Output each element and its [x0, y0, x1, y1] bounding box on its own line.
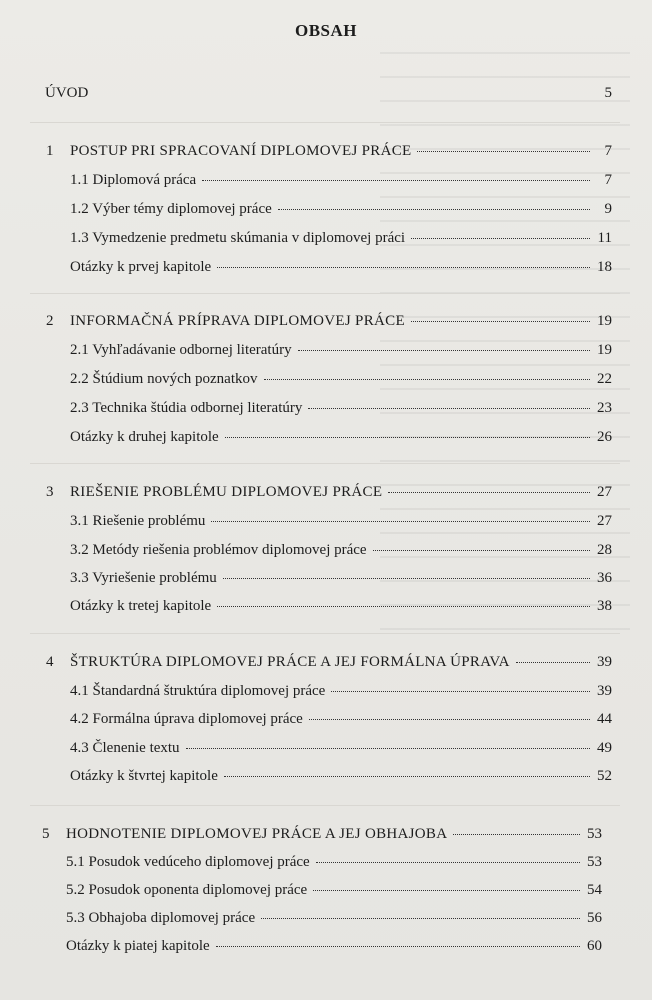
toc-subentry [66, 881, 602, 899]
subentry-page: 27 [597, 513, 612, 529]
subentry-page: 39 [597, 683, 612, 699]
dot-leader [211, 520, 590, 522]
dot-leader [202, 179, 590, 181]
dot-leader [225, 436, 590, 438]
subentry-label: 2.3 Technika štúdia odbornej literatúry [70, 400, 303, 416]
subentry-label: Otázky k štvrtej kapitole [70, 768, 218, 784]
section-divider [30, 122, 620, 123]
chapter-number: 4 [46, 654, 54, 670]
subentry-label: 3.3 Vyriešenie problému [70, 570, 217, 586]
toc-subentry [66, 909, 602, 927]
toc-subentry [70, 258, 612, 276]
toc-chapter-3 [46, 483, 612, 501]
toc-chapter-1 [46, 142, 612, 160]
dot-leader [298, 349, 590, 351]
dot-leader [331, 690, 590, 692]
section-divider [30, 633, 620, 634]
chapter-title: RIEŠENIE PROBLÉMU DIPLOMOVEJ PRÁCE [70, 484, 383, 500]
dot-leader [216, 945, 580, 947]
subentry-page: 56 [587, 910, 602, 926]
subentry-page: 53 [587, 854, 602, 870]
toc-subentry [70, 370, 612, 388]
subentry-page: 44 [597, 711, 612, 727]
toc-subentry [70, 428, 612, 446]
subentry-label: 3.1 Riešenie problému [70, 513, 206, 529]
subentry-page: 26 [597, 429, 612, 445]
subentry-label: Otázky k tretej kapitole [70, 598, 212, 614]
toc-subentry [70, 399, 612, 417]
dot-leader [278, 208, 590, 210]
chapter-page: 7 [604, 143, 612, 159]
dot-leader [516, 661, 590, 663]
toc-subentry [70, 512, 612, 530]
dot-leader [411, 320, 590, 322]
subentry-page: 36 [597, 570, 612, 586]
toc-subentry [70, 229, 612, 247]
dot-leader [223, 577, 590, 579]
toc-subentry [66, 853, 602, 871]
subentry-page: 38 [597, 598, 612, 614]
subentry-page: 18 [597, 259, 612, 275]
chapter-title: ŠTRUKTÚRA DIPLOMOVEJ PRÁCE A JEJ FORMÁLNA ÚPRAVA [70, 654, 510, 670]
chapter-title: INFORMAČNÁ PRÍPRAVA DIPLOMOVEJ PRÁCE [70, 313, 405, 329]
subentry-page: 49 [597, 740, 612, 756]
dot-leader [186, 747, 590, 749]
dot-leader [411, 237, 590, 239]
toc-subentry [70, 541, 612, 559]
toc-subentry [70, 739, 612, 757]
subentry-page: 60 [587, 938, 602, 954]
subentry-page: 19 [597, 342, 612, 358]
section-divider [30, 805, 620, 806]
toc-chapter-4 [46, 653, 612, 671]
dot-leader [313, 889, 580, 891]
dot-leader [217, 605, 590, 607]
dot-leader [316, 861, 580, 863]
subentry-label: 1.1 Diplomová práca [70, 172, 197, 188]
subentry-page: 11 [597, 230, 612, 246]
dot-leader [308, 407, 590, 409]
subentry-label: 1.2 Výber témy diplomovej práce [70, 201, 272, 217]
dot-leader [388, 491, 590, 493]
dot-leader [417, 150, 590, 152]
subentry-label: Otázky k piatej kapitole [66, 938, 210, 954]
toc-subentry [70, 200, 612, 218]
subentry-label: 1.3 Vymedzenie predmetu skúmania v diplomovej práci [70, 230, 406, 246]
toc-subentry [70, 569, 612, 587]
toc-subentry [66, 937, 602, 955]
subentry-label: 4.3 Členenie textu [70, 740, 180, 756]
subentry-page: 23 [597, 400, 612, 416]
subentry-label: 5.3 Obhajoba diplomovej práce [66, 910, 256, 926]
chapter-number: 2 [46, 313, 54, 329]
page-title: OBSAH [294, 21, 358, 40]
subentry-page: 52 [597, 768, 612, 784]
toc-subentry [70, 597, 612, 615]
section-divider [30, 293, 620, 294]
chapter-page: 19 [597, 313, 612, 329]
subentry-label: 2.1 Vyhľadávanie odbornej literatúry [70, 342, 292, 358]
subentry-label: 3.2 Metódy riešenia problémov diplomovej práce [70, 542, 367, 558]
toc-entry-page: 5 [604, 85, 612, 101]
toc-chapter-5 [42, 825, 602, 843]
dot-leader [453, 833, 580, 835]
subentry-label: 5.1 Posudok vedúceho diplomovej práce [66, 854, 310, 870]
dot-leader [224, 775, 590, 777]
toc-subentry [70, 171, 612, 189]
dot-leader [261, 917, 580, 919]
chapter-page: 39 [597, 654, 612, 670]
toc-entry-intro [45, 84, 612, 102]
subentry-label: Otázky k druhej kapitole [70, 429, 219, 445]
subentry-label: 5.2 Posudok oponenta diplomovej práce [66, 882, 308, 898]
chapter-number: 5 [42, 826, 50, 842]
subentry-page: 22 [597, 371, 612, 387]
toc-chapter-2 [46, 312, 612, 330]
subentry-label: 4.2 Formálna úprava diplomovej práce [70, 711, 303, 727]
dot-leader [264, 378, 591, 380]
chapter-number: 1 [46, 143, 54, 159]
subentry-label: 4.1 Štandardná štruktúra diplomovej práce [70, 683, 326, 699]
chapter-number: 3 [46, 484, 54, 500]
dot-leader [217, 266, 590, 268]
chapter-title: HODNOTENIE DIPLOMOVEJ PRÁCE A JEJ OBHAJOBA [66, 826, 448, 842]
subentry-page: 7 [604, 172, 612, 188]
toc-subentry [70, 710, 612, 728]
dot-leader [309, 718, 590, 720]
toc-entry-label: ÚVOD [45, 85, 89, 101]
subentry-page: 54 [587, 882, 602, 898]
subentry-page: 9 [604, 201, 612, 217]
chapter-title: POSTUP PRI SPRACOVANÍ DIPLOMOVEJ PRÁCE [70, 143, 412, 159]
subentry-label: 2.2 Štúdium nových poznatkov [70, 371, 258, 387]
chapter-page: 27 [597, 484, 612, 500]
subentry-label: Otázky k prvej kapitole [70, 259, 212, 275]
chapter-page: 53 [587, 826, 602, 842]
subentry-page: 28 [597, 542, 612, 558]
toc-subentry [70, 682, 612, 700]
toc-subentry [70, 767, 612, 785]
toc-subentry [70, 341, 612, 359]
dot-leader [373, 549, 590, 551]
section-divider [30, 463, 620, 464]
